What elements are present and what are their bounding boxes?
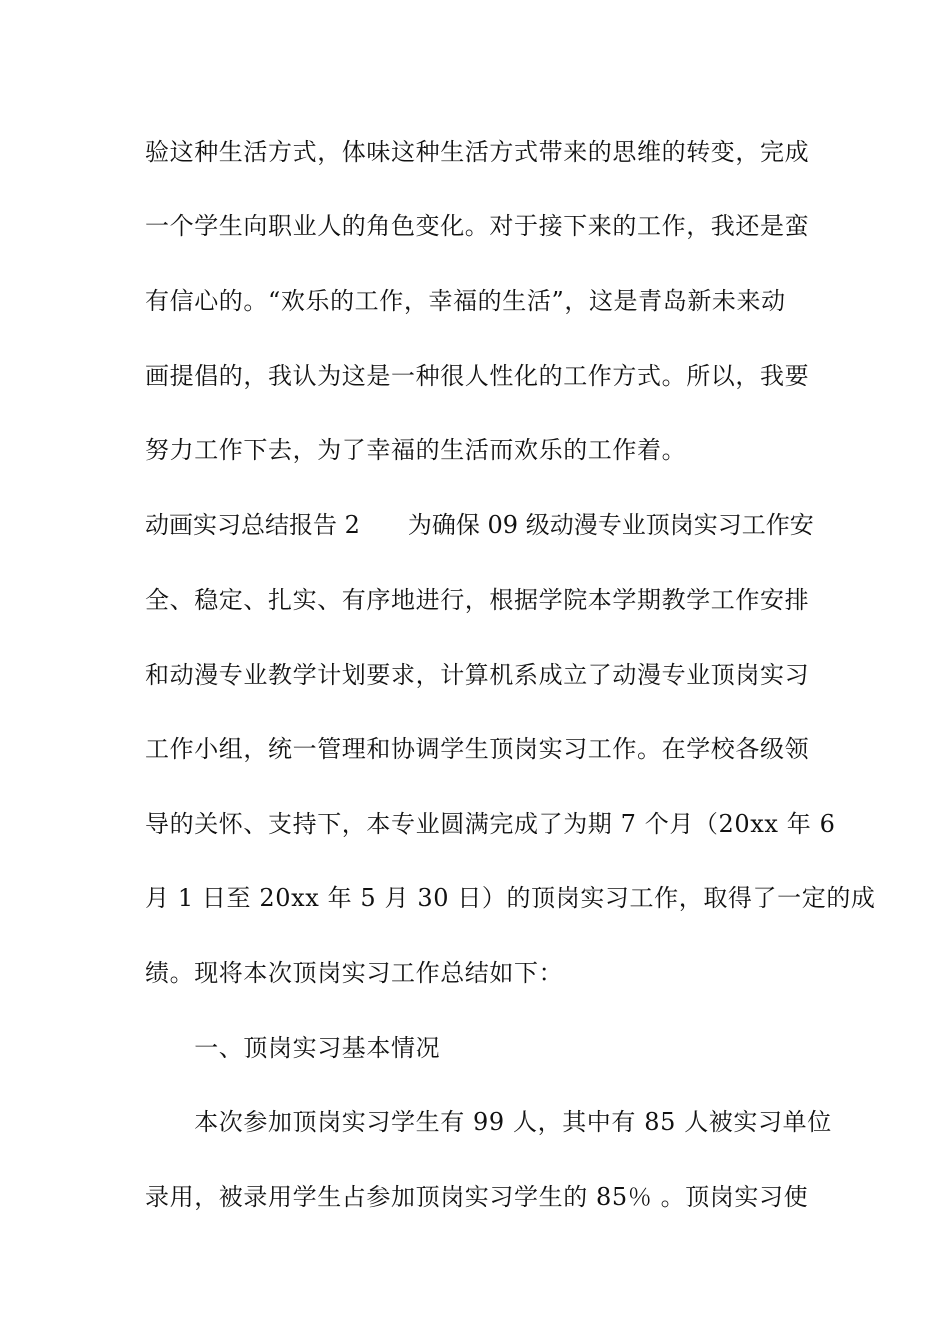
paragraph-line: 录用，被录用学生占参加顶岗实习学生的 85％ 。顶岗实习使	[145, 1183, 809, 1211]
paragraph-line: 月 1 日至 20xx 年 5 月 30 日）的顶岗实习工作，取得了一定的成	[145, 884, 876, 912]
paragraph-line: 有信心的。“欢乐的工作，幸福的生活”，这是青岛新未来动	[145, 287, 786, 315]
paragraph-line: 工作小组，统一管理和协调学生顶岗实习工作。在学校各级领	[145, 735, 810, 763]
paragraph-line: 和动漫专业教学计划要求，计算机系成立了动漫专业顶岗实习	[145, 661, 810, 689]
report-title-line: 动画实习总结报告 2 为确保 09 级动漫专业顶岗实习工作安	[145, 511, 814, 539]
paragraph-line: 验这种生活方式，体味这种生活方式带来的思维的转变，完成	[145, 138, 810, 166]
paragraph-line: 绩。现将本次顶岗实习工作总结如下：	[145, 959, 564, 987]
paragraph-line: 努力工作下去，为了幸福的生活而欢乐的工作着。	[145, 436, 687, 464]
paragraph-line: 导的关怀、支持下，本专业圆满完成了为期 7 个月（20xx 年 6	[145, 810, 836, 838]
section-heading: 一、顶岗实习基本情况	[145, 1034, 441, 1062]
paragraph-line: 全、稳定、扎实、有序地进行，根据学院本学期教学工作安排	[145, 586, 810, 614]
paragraph-line: 一个学生向职业人的角色变化。对于接下来的工作，我还是蛮	[145, 212, 810, 240]
paragraph-line: 画提倡的，我认为这是一种很人性化的工作方式。所以，我要	[145, 362, 810, 390]
paragraph-line: 本次参加顶岗实习学生有 99 人，其中有 85 人被实习单位	[145, 1108, 832, 1136]
